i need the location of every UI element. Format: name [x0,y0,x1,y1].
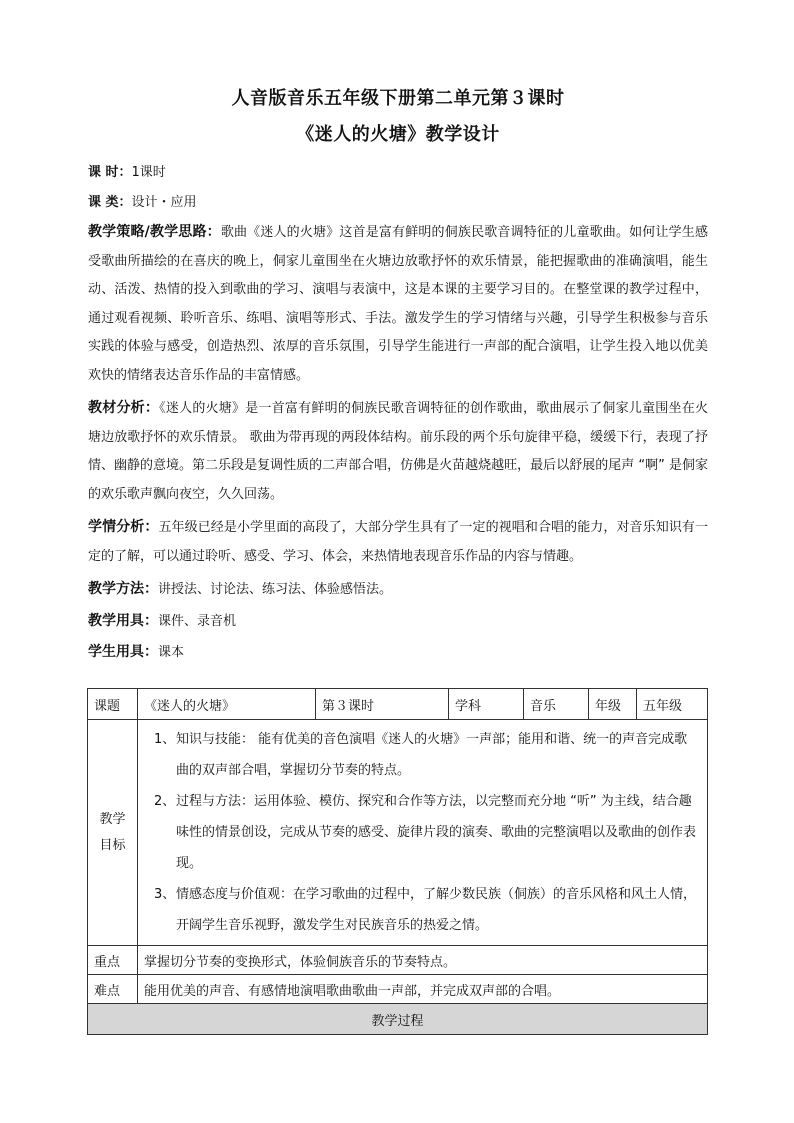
key-point-text-cell: 掌握切分节奏的变换形式，体验侗族音乐的节奏特点。 [138,946,708,975]
goals-label-line1: 教学 [99,811,126,827]
goal-item [148,786,699,879]
topic-label-cell: 课题 [88,689,138,720]
subject-value-cell: 音乐 [524,689,589,720]
lesson-type-label: 课 类： [88,195,132,210]
student-tools-text: 课本 [158,645,185,660]
teacher-tools-text: 课件、录音机 [158,613,237,629]
grade-value-cell: 五年级 [637,689,708,720]
students-section [88,513,708,571]
lesson-time-label: 课 时： [88,165,132,180]
student-tools-label: 学生用具： [88,644,158,660]
period-value-cell: 第３课时 [316,689,449,720]
strategy-section [88,218,708,390]
method-text: 讲授法、讨论法、练习法、体验感悟法。 [158,582,393,597]
goal-text: 过程与方法：运用体验、模仿、探究和合作等方法，以完整而充分地 “听” 为主线，结合趣味性的情景创设，完成从节奏的感受、旋律片段的演奏、歌曲的完整演唱以及歌曲的创作表现。 [176,794,697,871]
goals-label-line2: 目标 [99,837,126,853]
document-subtitle: 《迷人的火塘》教学设计 [296,124,500,145]
key-point-label-cell: 重点 [88,946,138,975]
difficulty-text-cell: 能用优美的声音、有感情地演唱歌曲歌曲一声部，并完成双声部的合唱。 [138,975,708,1004]
students-label: 学情分析： [88,519,159,535]
material-text: 《迷人的火塘》是一首富有鲜明的侗族民歌音调特征的创作歌曲，歌曲展示了侗家儿童围坐在火塘边放歌抒怀的欢乐情景。 歌曲为带再现的两段体结构。前乐段的两个乐句旋律平稳，缓缓下行，表现了抒情、幽静的意境。第二乐段是复调性质的二声部合唱，仿佛是火苗越烧越旺，最后以舒展的尾声 “啊” 是侗家的欢乐歌声飘向夜空，久久回荡。 [88,401,708,502]
students-text: 五年级已经是小学里面的高段了，大部分学生具有了一定的视唱和合唱的能力，对音乐知识有一定的了解，可以通过聆听、感受、学习、体会，来热情地表现音乐作品的内容与情趣。 [88,520,708,564]
document-title: 人音版音乐五年级下册第二单元第３课时 [231,88,565,109]
lesson-time-value: 1课时 [131,165,166,180]
strategy-label: 教学策略/教学思路： [88,224,221,240]
method-label: 教学方法： [88,581,158,597]
goal-item [148,724,699,786]
material-label: 教材分析： [88,400,160,416]
goal-number: 1、 [154,732,176,747]
document-body [88,82,708,668]
process-row [88,1004,708,1035]
goals-label-cell [88,720,138,946]
student-tools-section [88,638,708,668]
lesson-type-value: 设计・应用 [131,195,197,210]
key-point-row [88,946,708,975]
lesson-type-line [88,188,708,218]
goal-text: 情感态度与价值观：在学习歌曲的过程中，了解少数民族（侗族）的音乐风格和风土人情，开阔学生音乐视野，激发学生对民族音乐的热爱之情。 [176,887,697,933]
difficulty-label-cell: 难点 [88,975,138,1004]
process-header-cell: 教学过程 [88,1004,708,1035]
goal-item [148,879,699,941]
grade-label-cell: 年级 [589,689,637,720]
teacher-tools-section [88,607,708,637]
goals-row [88,720,708,946]
goal-number: 2、 [154,794,176,809]
subject-label-cell: 学科 [449,689,524,720]
lesson-time-line [88,158,708,188]
lesson-plan-table [87,688,708,1035]
goal-number: 3、 [154,887,176,902]
difficulty-row [88,975,708,1004]
material-section [88,394,708,509]
method-section [88,575,708,605]
strategy-text: 歌曲《迷人的火塘》这首是富有鲜明的侗族民歌音调特征的儿童歌曲。如何让学生感受歌曲所描绘的在喜庆的晚上，侗家儿童围坐在火塘边放歌抒怀的欢乐情景，能把握歌曲的准确演唱，能生动、活泼、热情的投入到歌曲的学习、演唱与表演中，这是本课的主要学习目的。在整堂课的教学过程中，通过观看视频、聆听音乐、练唱、演唱等形式、手法。激发学生的学习情绪与兴趣，引导学生积极参与音乐实践的体验与感受，创造热烈、浓厚的音乐氛围，引导学生能进行一声部的配合演唱，让学生投入地以优美欢快的情绪表达音乐作品的丰富情感。 [88,225,708,383]
teacher-tools-label: 教学用具： [88,612,158,629]
topic-value-cell: 《迷人的火塘》 [138,689,316,720]
goals-content-cell [138,720,708,946]
table-header-row [88,689,708,720]
goal-text: 知识与技能： 能有优美的音色演唱《迷人的火塘》一声部；能用和谐、统一的声音完成歌曲的双声部合唱，掌握切分节奏的特点。 [176,732,688,778]
